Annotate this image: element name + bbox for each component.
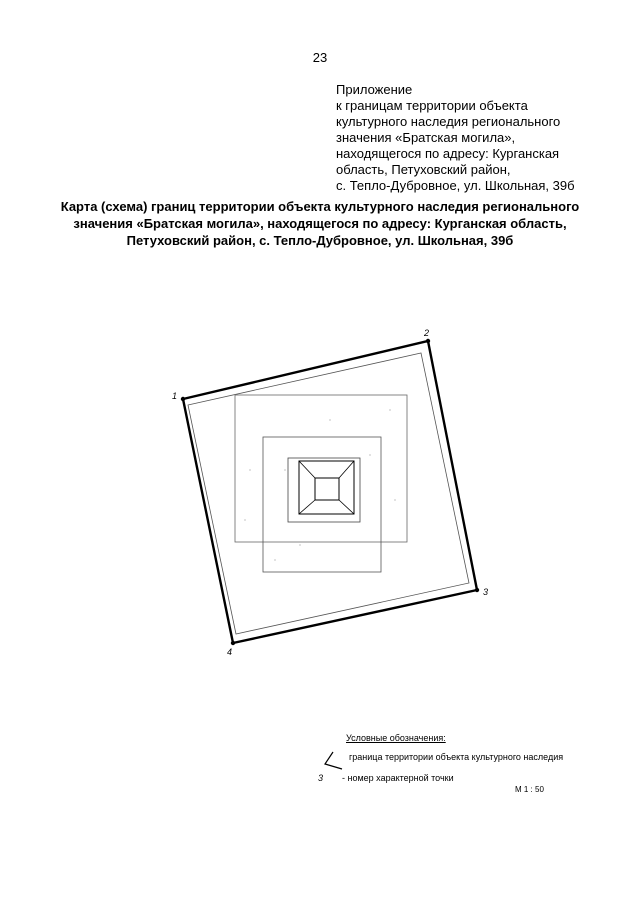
territory-boundary: [183, 341, 477, 643]
appendix-line: Приложение: [336, 82, 413, 97]
appendix-line: к границам территории объекта: [336, 98, 528, 113]
boundary-point-3: [475, 588, 479, 592]
monument: [299, 461, 354, 514]
point-label-4: 4: [227, 647, 233, 657]
grave-outline-middle: [263, 437, 381, 572]
title-line: значения «Братская могила», находящегося по адресу: Курганская область,: [73, 216, 567, 231]
legend-boundary-label: граница территории объекта культурного наследия: [349, 752, 564, 762]
legend-boundary-symbol: [325, 752, 342, 769]
point-label-3: 3: [483, 587, 489, 597]
legend-point-number: 3: [318, 773, 324, 783]
appendix-line: область, Петуховский район,: [336, 162, 511, 177]
boundary-point-4: [231, 641, 235, 645]
ground-texture: [244, 409, 395, 560]
boundary-point-2: [426, 339, 430, 343]
appendix-line: значения «Братская могила»,: [336, 130, 516, 145]
point-label-2: 2: [424, 328, 430, 338]
legend-point-label: - номер характерной точки: [342, 773, 454, 783]
appendix-line: с. Тепло-Дубровное, ул. Школьная, 39б: [336, 178, 575, 193]
appendix-line: культурного наследия регионального: [336, 114, 561, 129]
boundary-point-1: [181, 397, 185, 401]
title-line: Карта (схема) границ территории объекта культурного наследия регионального: [60, 199, 580, 214]
legend-heading: Условные обозначения:: [346, 733, 446, 743]
title-line: Петуховский район, с. Тепло-Дубровное, ул. Школьная, 39б: [126, 233, 514, 248]
point-label-1: 1: [172, 391, 178, 401]
appendix-line: находящегося по адресу: Курганская: [336, 146, 560, 161]
page-number: 23: [312, 50, 328, 65]
map-scale: М 1 : 50: [515, 785, 544, 794]
